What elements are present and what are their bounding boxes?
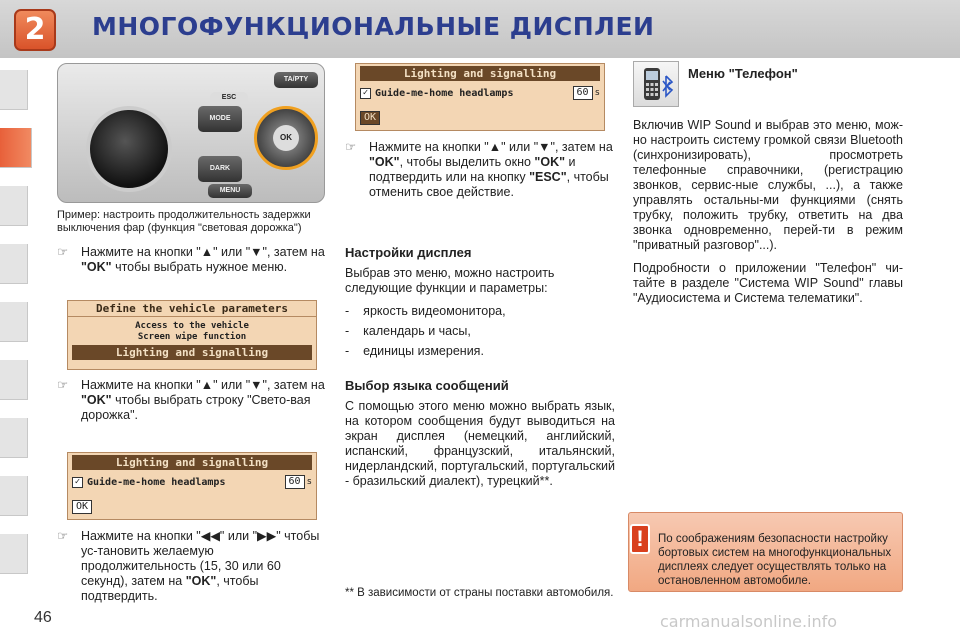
step-set-duration: ☞ Нажмите на кнопки "◀◀" или "▶▶" чтобы ус-тановить желаемую продолжительность (15, 30 или 60 секунд), затем на "OK", чтобы подтвердить. — [57, 529, 320, 603]
lcd-setting-unit: s — [306, 477, 312, 487]
lcd-menu-selected: Lighting and signalling — [72, 345, 312, 360]
section-heading: Настройки дисплея — [345, 245, 472, 260]
chapter-tab[interactable] — [0, 418, 28, 458]
section-intro: Выбрав это меню, можно настроить следующие функции и параметры: — [345, 266, 555, 295]
display-settings-section: Настройки дисплея Выбрав это меню, можно настроить следующие функции и параметры: - яркость видеомонитора, - календарь и часы, - единицы измерения. — [345, 245, 615, 364]
bullet-icon: ☞ — [57, 378, 69, 392]
step-select-menu: ☞ Нажмите на кнопки "▲" или "▼", затем на "OK" чтобы выбрать нужное меню. — [57, 245, 325, 274]
illustration-caption: Пример: настроить продолжительность задержки выключения фар (функция "световая дорожка") — [57, 209, 311, 234]
lcd-menu-item: Screen wipe function — [137, 332, 247, 342]
warning-icon: ! — [630, 524, 650, 554]
ta-pty-button: TA/PTY — [274, 72, 318, 88]
lcd-ok-box: OK — [72, 500, 92, 514]
paragraph: Включив WIP Sound и выбрав это меню, мож-но настроить систему громкой связи Bluetooth (синхронизировать), просмотреть телефонные справочники, (регистрацию звонков, сервис-ные службы, ...), а также управлять остальны-ми функциями (снять трубку, положить трубку, ответить на два звонка одновременно, перей-ти в режим "приватный разговор"...). — [633, 118, 903, 252]
step-confirm: ☞ Нажмите на кнопки "▲" или "▼", затем на "OK", чтобы выделить окно "OK" и подтвердить или на кнопку "ESC", чтобы отменить свое действие. — [345, 140, 613, 199]
lcd-setting-option: Guide-me-home headlamps — [87, 476, 226, 488]
chapter-tab[interactable] — [0, 360, 28, 400]
lcd-confirm-value: 60 — [573, 86, 593, 100]
checkbox-icon: ✓ — [360, 88, 371, 99]
section-text: С помощью этого меню можно выбрать язык, на котором сообщения будут выводиться на экран дисплея (немецкий, английский, испанский, французский, итальянский, нидерландский, португальский, португальский - бразильский диалект), турецкий**. — [345, 399, 615, 488]
chapter-tab[interactable] — [0, 70, 28, 110]
chapter-tab[interactable] — [0, 186, 28, 226]
lcd-ok-box-selected: OK — [360, 111, 380, 125]
lcd-menu-item: Access to the vehicle — [135, 321, 249, 331]
bullet-icon: ☞ — [57, 245, 69, 259]
esc-button: ESC — [210, 92, 248, 104]
warning-text: По соображениям безопасности настройку бортовых систем на многофункциональных дисплеях следует осуществлять только на остановленном автомобиле. — [658, 533, 892, 587]
list-item: яркость видеомонитора, — [363, 304, 506, 318]
phone-icon — [633, 61, 679, 107]
volume-knob — [86, 106, 172, 192]
phone-bluetooth-icon — [634, 62, 678, 106]
ok-button: OK — [273, 125, 299, 151]
chapter-tabs — [0, 58, 32, 578]
chapter-badge: 2 — [14, 9, 56, 51]
lcd-setting-title: Lighting and signalling — [72, 455, 312, 470]
lcd-setting-value: 60 — [285, 475, 305, 489]
checkbox-icon: ✓ — [72, 477, 83, 488]
footnote: ** В зависимости от страны поставки автомобиля. — [345, 587, 614, 599]
lcd-confirm-screen — [355, 63, 605, 131]
page-header — [0, 0, 960, 58]
phone-menu-heading: Меню "Телефон" — [688, 66, 798, 81]
lcd-confirm-unit: s — [594, 88, 600, 98]
step-select-line: ☞ Нажмите на кнопки "▲" или "▼", затем на "OK" чтобы выбрать строку "Свето-вая дорожка". — [57, 378, 325, 422]
menu-button: MENU — [208, 184, 252, 198]
section-heading: Выбор языка сообщений — [345, 378, 509, 393]
dark-button: DARK — [198, 156, 242, 182]
lcd-menu-title: Define the vehicle parameters — [68, 301, 316, 317]
bullet-icon: ☞ — [345, 140, 357, 154]
control-panel-illustration — [57, 63, 325, 203]
language-section — [345, 378, 615, 489]
chapter-tab-active[interactable] — [0, 128, 32, 168]
page-title: МНОГОФУНКЦИОНАЛЬНЫЕ ДИСПЛЕИ — [92, 12, 655, 41]
page-number: 46 — [34, 609, 52, 626]
lcd-confirm-option: Guide-me-home headlamps — [375, 87, 514, 99]
chapter-tab[interactable] — [0, 244, 28, 284]
chapter-tab[interactable] — [0, 476, 28, 516]
paragraph: Подробности о приложении "Телефон" чи-тайте в разделе "Система WIP Sound" главы "Аудиосистема и Система телематики". — [633, 261, 903, 305]
chapter-tab[interactable] — [0, 302, 28, 342]
lcd-setting-screen — [67, 452, 317, 520]
phone-menu-text — [633, 118, 903, 314]
lcd-menu-screen — [67, 300, 317, 370]
bullet-icon: ☞ — [57, 529, 69, 543]
list-item: календарь и часы, — [363, 324, 471, 338]
mode-button: MODE — [198, 106, 242, 132]
list-item: единицы измерения. — [363, 344, 484, 358]
chapter-tab[interactable] — [0, 534, 28, 574]
watermark: carmanualsonline.info — [660, 612, 838, 631]
lcd-confirm-title: Lighting and signalling — [360, 66, 600, 81]
